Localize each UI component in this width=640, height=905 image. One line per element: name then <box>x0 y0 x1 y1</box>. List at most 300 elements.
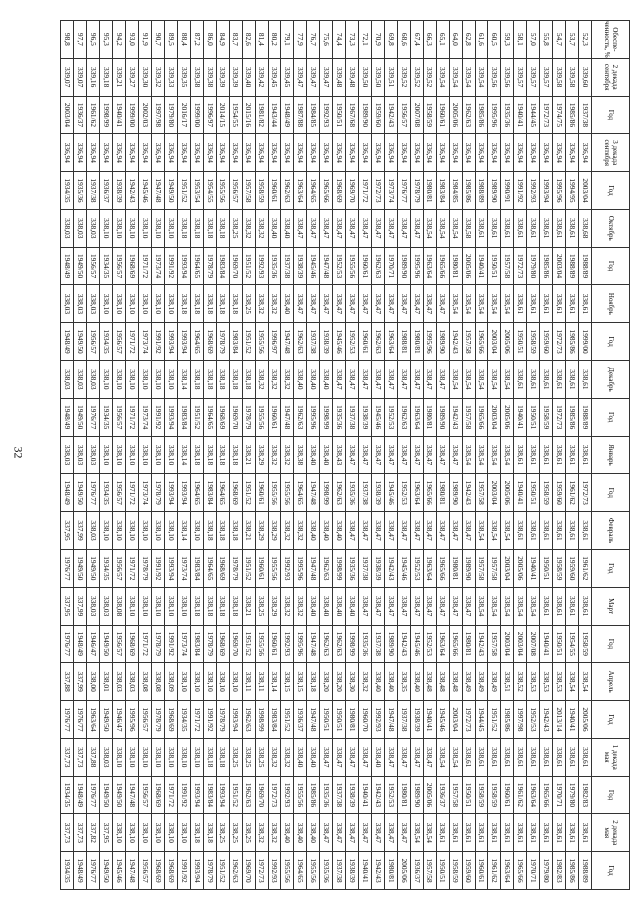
table-cell: 338,18 <box>203 814 216 852</box>
table-cell: 1937/38 <box>579 96 592 134</box>
table-cell: 339,50 <box>359 58 372 96</box>
table-cell: 1945/46 <box>307 247 320 285</box>
table-cell: 1962/63 <box>242 776 255 814</box>
table-cell: 337,73 <box>74 738 87 776</box>
table-cell: 338,47 <box>385 209 398 247</box>
table-cell: 1937/38 <box>333 852 346 890</box>
table-cell: 339,52 <box>397 58 410 96</box>
table-cell: 1985/86 <box>307 776 320 814</box>
table-cell: 1980/81 <box>449 549 462 587</box>
table-cell: 338,61 <box>579 512 592 550</box>
table-cell: 1991/92 <box>165 625 178 663</box>
table-cell: 338,03 <box>74 285 87 323</box>
table-cell: 1938/39 <box>410 701 423 739</box>
table-cell: 1993/94 <box>229 701 242 739</box>
table-cell: 338,10 <box>113 361 126 399</box>
table-cell: 1973/74 <box>385 172 398 210</box>
table-cell: 2013/14 <box>553 701 566 739</box>
table-cell: 82,6 <box>242 21 255 59</box>
table-cell: 338,52 <box>514 663 527 701</box>
table-cell: 338,10 <box>139 587 152 625</box>
table-cell: 1956/57 <box>113 625 126 663</box>
table-row <box>281 21 294 890</box>
table-cell: 1958/59 <box>449 852 462 890</box>
table-cell: 1993/94 <box>165 323 178 361</box>
table-cell: 75,6 <box>320 21 333 59</box>
table-cell: 338,18 <box>216 436 229 474</box>
table-cell: 1950/51 <box>514 323 527 361</box>
table-cell: 338,47 <box>346 738 359 776</box>
table-cell: 1989/90 <box>436 398 449 436</box>
table-cell: 1998/99 <box>333 549 346 587</box>
column-header: Год <box>592 549 630 587</box>
table-row <box>216 21 229 890</box>
table-cell: 1988/89 <box>579 398 592 436</box>
table-cell: 54,7 <box>553 21 566 59</box>
table-cell: 338,30 <box>346 663 359 701</box>
table-cell: 339,54 <box>436 58 449 96</box>
table-cell: 338,61 <box>540 436 553 474</box>
table-cell: 1942/43 <box>372 776 385 814</box>
table-cell: 339,51 <box>385 58 398 96</box>
table-cell: 336,94 <box>281 134 294 172</box>
table-cell: 1948/49 <box>74 852 87 890</box>
table-cell: 1957/58 <box>488 549 501 587</box>
table-cell: 1963/64 <box>501 852 514 890</box>
column-header: Год <box>592 701 630 739</box>
table-cell: 338,61 <box>475 209 488 247</box>
column-header: Ноябрь <box>592 285 630 323</box>
table-cell: 338,54 <box>488 285 501 323</box>
table-cell: 338,40 <box>320 512 333 550</box>
table-cell: 1972/73 <box>462 701 475 739</box>
table-cell: 1957/58 <box>475 549 488 587</box>
table-cell: 1978/79 <box>152 701 165 739</box>
table-cell: 1957/58 <box>488 625 501 663</box>
table-cell: 1965/66 <box>423 474 436 512</box>
table-cell: 338,54 <box>579 663 592 701</box>
table-cell: 1965/66 <box>475 323 488 361</box>
table-cell: 1952/53 <box>385 398 398 436</box>
table-cell: 338,61 <box>566 814 579 852</box>
table-cell: 1957/58 <box>475 474 488 512</box>
table-cell: 338,47 <box>436 436 449 474</box>
table-row <box>74 21 87 890</box>
table-cell: 338,10 <box>113 209 126 247</box>
table-cell: 98,8 <box>61 21 75 59</box>
table-cell: 1951/52 <box>190 398 203 436</box>
table-cell: 1992/93 <box>281 625 294 663</box>
table-cell: 1945/46 <box>436 701 449 739</box>
table-cell: 1948/49 <box>281 96 294 134</box>
table-cell: 338,18 <box>229 436 242 474</box>
table-cell: 1960/70 <box>359 701 372 739</box>
table-cell: 1959/60 <box>372 96 385 134</box>
table-cell: 338,68 <box>579 209 592 247</box>
table-cell: 1976/77 <box>61 625 75 663</box>
table-cell: 338,53 <box>540 663 553 701</box>
table-cell: 336,94 <box>579 134 592 172</box>
table-cell: 1967/68 <box>346 96 359 134</box>
table-cell: 338,25 <box>229 738 242 776</box>
table-cell: 79,1 <box>281 21 294 59</box>
table-cell: 338,43 <box>333 436 346 474</box>
table-cell: 1956/57 <box>113 398 126 436</box>
table-cell: 1991/92 <box>203 701 216 739</box>
table-cell: 1958/59 <box>527 323 540 361</box>
table-cell: 338,61 <box>579 738 592 776</box>
table-cell: 339,58 <box>566 58 579 96</box>
table-cell: 338,03 <box>113 663 126 701</box>
table-cell: 338,61 <box>579 361 592 399</box>
table-cell: 80,2 <box>268 21 281 59</box>
table-cell: 1980/81 <box>423 172 436 210</box>
table-row <box>462 21 475 890</box>
table-row <box>87 21 100 890</box>
table-cell: 1953/54 <box>190 172 203 210</box>
table-cell: 338,10 <box>126 587 139 625</box>
table-cell: 1983/84 <box>216 247 229 285</box>
table-cell: 1989/90 <box>359 96 372 134</box>
table-cell: 1958/59 <box>475 776 488 814</box>
table-cell: 338,61 <box>475 738 488 776</box>
table-cell: 87,2 <box>190 21 203 59</box>
table-cell: 338,54 <box>501 361 514 399</box>
table-cell: 338,18 <box>190 436 203 474</box>
table-row <box>346 21 359 890</box>
table-cell: 338,47 <box>385 361 398 399</box>
column-header: Год <box>592 247 630 285</box>
table-cell: 338,61 <box>553 512 566 550</box>
table-cell: 338,47 <box>372 285 385 323</box>
column-header: 3 декада сентября <box>592 134 630 172</box>
table-cell: 1936/37 <box>294 701 307 739</box>
table-cell: 1964/65 <box>203 398 216 436</box>
table-cell: 338,48 <box>449 663 462 701</box>
table-cell: 1992/93 <box>372 701 385 739</box>
table-cell: 1968/69 <box>126 247 139 285</box>
table-cell: 336,94 <box>320 134 333 172</box>
table-cell: 2005/06 <box>449 96 462 134</box>
table-cell: 1980/81 <box>462 625 475 663</box>
table-cell: 1985/86 <box>540 247 553 285</box>
table-cell: 339,54 <box>462 58 475 96</box>
table-cell: 338,47 <box>346 285 359 323</box>
table-cell: 338,54 <box>449 285 462 323</box>
table-cell: 1963/64 <box>423 549 436 587</box>
table-cell: 52,3 <box>579 21 592 59</box>
table-cell: 1959/60 <box>566 549 579 587</box>
column-header: Год <box>592 776 630 814</box>
table-cell: 336,94 <box>462 134 475 172</box>
table-cell: 338,10 <box>139 436 152 474</box>
table-cell: 338,25 <box>255 738 268 776</box>
table-cell: 338,61 <box>514 512 527 550</box>
table-cell: 1950/51 <box>527 474 540 512</box>
table-cell: 336,94 <box>540 134 553 172</box>
table-cell: 1936/37 <box>100 172 113 210</box>
table-cell: 338,47 <box>359 512 372 550</box>
table-cell: 338,61 <box>514 738 527 776</box>
table-cell: 1950/51 <box>436 852 449 890</box>
table-cell: 1965/66 <box>436 247 449 285</box>
table-cell: 338,47 <box>294 285 307 323</box>
table-cell: 1942/43 <box>475 625 488 663</box>
table-cell: 1982/83 <box>553 852 566 890</box>
table-cell: 339,35 <box>178 58 191 96</box>
table-cell: 1952/53 <box>333 247 346 285</box>
table-cell: 1950/51 <box>488 247 501 285</box>
table-cell: 1959/60 <box>462 852 475 890</box>
table-cell: 95,3 <box>100 21 113 59</box>
table-cell: 338,32 <box>242 209 255 247</box>
table-cell: 2005/06 <box>462 247 475 285</box>
table-cell: 338,47 <box>410 738 423 776</box>
table-cell: 338,18 <box>203 361 216 399</box>
table-row <box>540 21 553 890</box>
table-cell: 1978/79 <box>152 625 165 663</box>
table-cell: 1972/73 <box>579 474 592 512</box>
table-cell: 1957/58 <box>242 172 255 210</box>
table-cell: 1938/39 <box>113 172 126 210</box>
table-cell: 1947/48 <box>152 172 165 210</box>
table-cell: 1955/56 <box>346 247 359 285</box>
table-cell: 1989/90 <box>385 625 398 663</box>
table-cell: 1993/94 <box>178 474 191 512</box>
table-cell: 338,54 <box>514 587 527 625</box>
table-cell: 338,47 <box>385 512 398 550</box>
table-cell: 336,94 <box>436 134 449 172</box>
table-cell: 338,54 <box>501 512 514 550</box>
table-cell: 338,47 <box>385 738 398 776</box>
table-cell: 1938/39 <box>320 323 333 361</box>
table-cell: 84,9 <box>216 21 229 59</box>
table-cell: 338,47 <box>449 587 462 625</box>
table-cell: 339,16 <box>87 58 100 96</box>
table-cell: 336,94 <box>255 134 268 172</box>
table-cell: 1942/43 <box>449 398 462 436</box>
table-cell: 1960/61 <box>268 172 281 210</box>
table-cell: 1959/60 <box>553 474 566 512</box>
table-cell: 338,25 <box>216 814 229 852</box>
table-cell: 1956/57 <box>113 474 126 512</box>
table-cell: 1978/79 <box>203 625 216 663</box>
table-cell: 338,18 <box>216 738 229 776</box>
table-cell: 338,61 <box>566 512 579 550</box>
table-cell: 338,47 <box>346 512 359 550</box>
table-cell: 338,47 <box>359 209 372 247</box>
table-cell: 1998/99 <box>320 474 333 512</box>
table-cell: 1978/79 <box>203 247 216 285</box>
table-cell: 2003/04 <box>488 398 501 436</box>
table-cell: 1962/63 <box>281 172 294 210</box>
table-cell: 338,40 <box>385 663 398 701</box>
table-cell: 1978/79 <box>139 549 152 587</box>
table-cell: 336,94 <box>372 134 385 172</box>
table-cell: 338,03 <box>87 587 100 625</box>
table-cell: 1976/77 <box>61 701 75 739</box>
table-cell: 1954/55 <box>203 172 216 210</box>
table-cell: 1935/36 <box>74 172 87 210</box>
table-cell: 1968/69 <box>152 776 165 814</box>
table-cell: 1972/73 <box>514 247 527 285</box>
table-cell: 338,61 <box>579 285 592 323</box>
table-cell: 338,40 <box>281 814 294 852</box>
table-row <box>61 21 75 890</box>
column-header: Год <box>592 852 630 890</box>
table-cell: 1947/48 <box>307 474 320 512</box>
water-level-table <box>60 20 630 890</box>
table-cell: 1962/63 <box>229 852 242 890</box>
table-cell: 336,94 <box>268 134 281 172</box>
table-cell: 336,94 <box>553 134 566 172</box>
table-cell: 338,35 <box>397 663 410 701</box>
table-cell: 1964/65 <box>216 474 229 512</box>
table-cell: 1957/58 <box>501 247 514 285</box>
table-cell: 338,25 <box>229 814 242 852</box>
table-cell: 338,47 <box>359 436 372 474</box>
table-cell: 1968/69 <box>216 549 229 587</box>
table-cell: 1989/90 <box>449 474 462 512</box>
table-cell: 1949/50 <box>74 474 87 512</box>
table-cell: 55,8 <box>540 21 553 59</box>
table-cell: 338,18 <box>242 361 255 399</box>
table-cell: 338,10 <box>139 285 152 323</box>
table-cell: 338,47 <box>320 738 333 776</box>
table-row <box>566 21 579 890</box>
table-cell: 338,10 <box>165 814 178 852</box>
table-cell: 1937/38 <box>359 474 372 512</box>
table-cell: 338,61 <box>527 361 540 399</box>
table-cell: 1940/41 <box>514 474 527 512</box>
table-cell: 337,99 <box>74 587 87 625</box>
table-cell: 1972/73 <box>268 776 281 814</box>
table-cell: 1952/53 <box>346 323 359 361</box>
table-cell: 338,10 <box>165 587 178 625</box>
table-cell: 1958/59 <box>579 625 592 663</box>
table-cell: 338,10 <box>139 512 152 550</box>
table-cell: 1978/79 <box>229 549 242 587</box>
table-cell: 1964/65 <box>190 474 203 512</box>
table-cell: 1934/35 <box>100 549 113 587</box>
table-cell: 1955/56 <box>307 852 320 890</box>
table-cell: 97,7 <box>74 21 87 59</box>
table-cell: 338,10 <box>216 663 229 701</box>
table-cell: 1972/73 <box>372 172 385 210</box>
table-cell: 1954/55 <box>229 96 242 134</box>
table-cell: 1949/50 <box>100 852 113 890</box>
table-cell: 336,94 <box>100 134 113 172</box>
table-cell: 1968/69 <box>126 625 139 663</box>
table-row <box>449 21 462 890</box>
table-cell: 338,08 <box>113 587 126 625</box>
table-cell: 1951/52 <box>242 625 255 663</box>
table-cell: 338,03 <box>74 209 87 247</box>
table-cell: 1964/65 <box>203 549 216 587</box>
table-cell: 1989/90 <box>488 172 501 210</box>
table-cell: 1952/53 <box>397 474 410 512</box>
table-cell: 338,61 <box>579 587 592 625</box>
table-cell: 1980/81 <box>436 474 449 512</box>
table-cell: 1962/63 <box>242 701 255 739</box>
table-cell: 336,94 <box>178 134 191 172</box>
table-cell: 338,47 <box>410 512 423 550</box>
table-cell: 336,94 <box>566 134 579 172</box>
table-cell: 1968/69 <box>165 852 178 890</box>
table-cell: 1959/60 <box>540 323 553 361</box>
table-cell: 1993/94 <box>165 398 178 436</box>
table-cell: 1991/92 <box>178 852 191 890</box>
column-header: Декабрь <box>592 361 630 399</box>
table-cell: 338,47 <box>423 738 436 776</box>
table-cell: 338,10 <box>178 587 191 625</box>
table-cell: 338,10 <box>113 814 126 852</box>
table-cell: 1945/46 <box>372 398 385 436</box>
table-cell: 336,94 <box>449 134 462 172</box>
table-cell: 338,10 <box>152 512 165 550</box>
table-cell: 338,61 <box>527 512 540 550</box>
table-cell: 338,61 <box>475 814 488 852</box>
table-cell: 338,61 <box>553 436 566 474</box>
table-cell: 338,18 <box>216 512 229 550</box>
table-cell: 1998/99 <box>320 398 333 436</box>
table-cell: 338,61 <box>553 587 566 625</box>
table-cell: 1992/93 <box>281 549 294 587</box>
table-cell: 1978/79 <box>216 701 229 739</box>
table-cell: 1954/55 <box>566 625 579 663</box>
table-cell: 336,94 <box>514 134 527 172</box>
table-cell: 338,53 <box>527 663 540 701</box>
table-cell: 1955/56 <box>281 474 294 512</box>
rotated-table-frame <box>60 20 630 890</box>
table-cell: 338,10 <box>165 738 178 776</box>
table-cell: 339,52 <box>410 58 423 96</box>
table-cell: 1963/64 <box>87 701 100 739</box>
table-cell: 338,10 <box>165 361 178 399</box>
table-cell: 338,47 <box>359 814 372 852</box>
table-cell: 338,61 <box>566 209 579 247</box>
table-cell: 338,18 <box>203 436 216 474</box>
table-cell: 1976/77 <box>61 549 75 587</box>
table-cell: 1980/81 <box>397 776 410 814</box>
table-cell: 338,18 <box>190 285 203 323</box>
table-cell: 1960/61 <box>436 96 449 134</box>
table-cell: 338,40 <box>294 814 307 852</box>
table-cell: 1983/84 <box>229 323 242 361</box>
table-cell: 338,03 <box>87 361 100 399</box>
table-container <box>60 20 630 890</box>
table-cell: 1950/51 <box>333 701 346 739</box>
table-cell: 1963/64 <box>527 776 540 814</box>
table-cell: 338,40 <box>307 436 320 474</box>
table-cell: 336,94 <box>359 134 372 172</box>
table-cell: 1952/53 <box>527 701 540 739</box>
table-cell: 338,47 <box>423 512 436 550</box>
table-cell: 1985/86 <box>462 172 475 210</box>
table-cell: 1980/81 <box>423 398 436 436</box>
table-cell: 338,14 <box>178 361 191 399</box>
table-cell: 338,10 <box>152 814 165 852</box>
table-cell: 338,40 <box>307 361 320 399</box>
table-cell: 338,47 <box>385 285 398 323</box>
table-cell: 338,10 <box>139 209 152 247</box>
table-cell: 339,57 <box>527 58 540 96</box>
table-cell: 338,29 <box>268 512 281 550</box>
table-cell: 338,47 <box>449 512 462 550</box>
table-cell: 338,47 <box>397 361 410 399</box>
table-cell: 64,0 <box>449 21 462 59</box>
table-cell: 1968/69 <box>229 474 242 512</box>
